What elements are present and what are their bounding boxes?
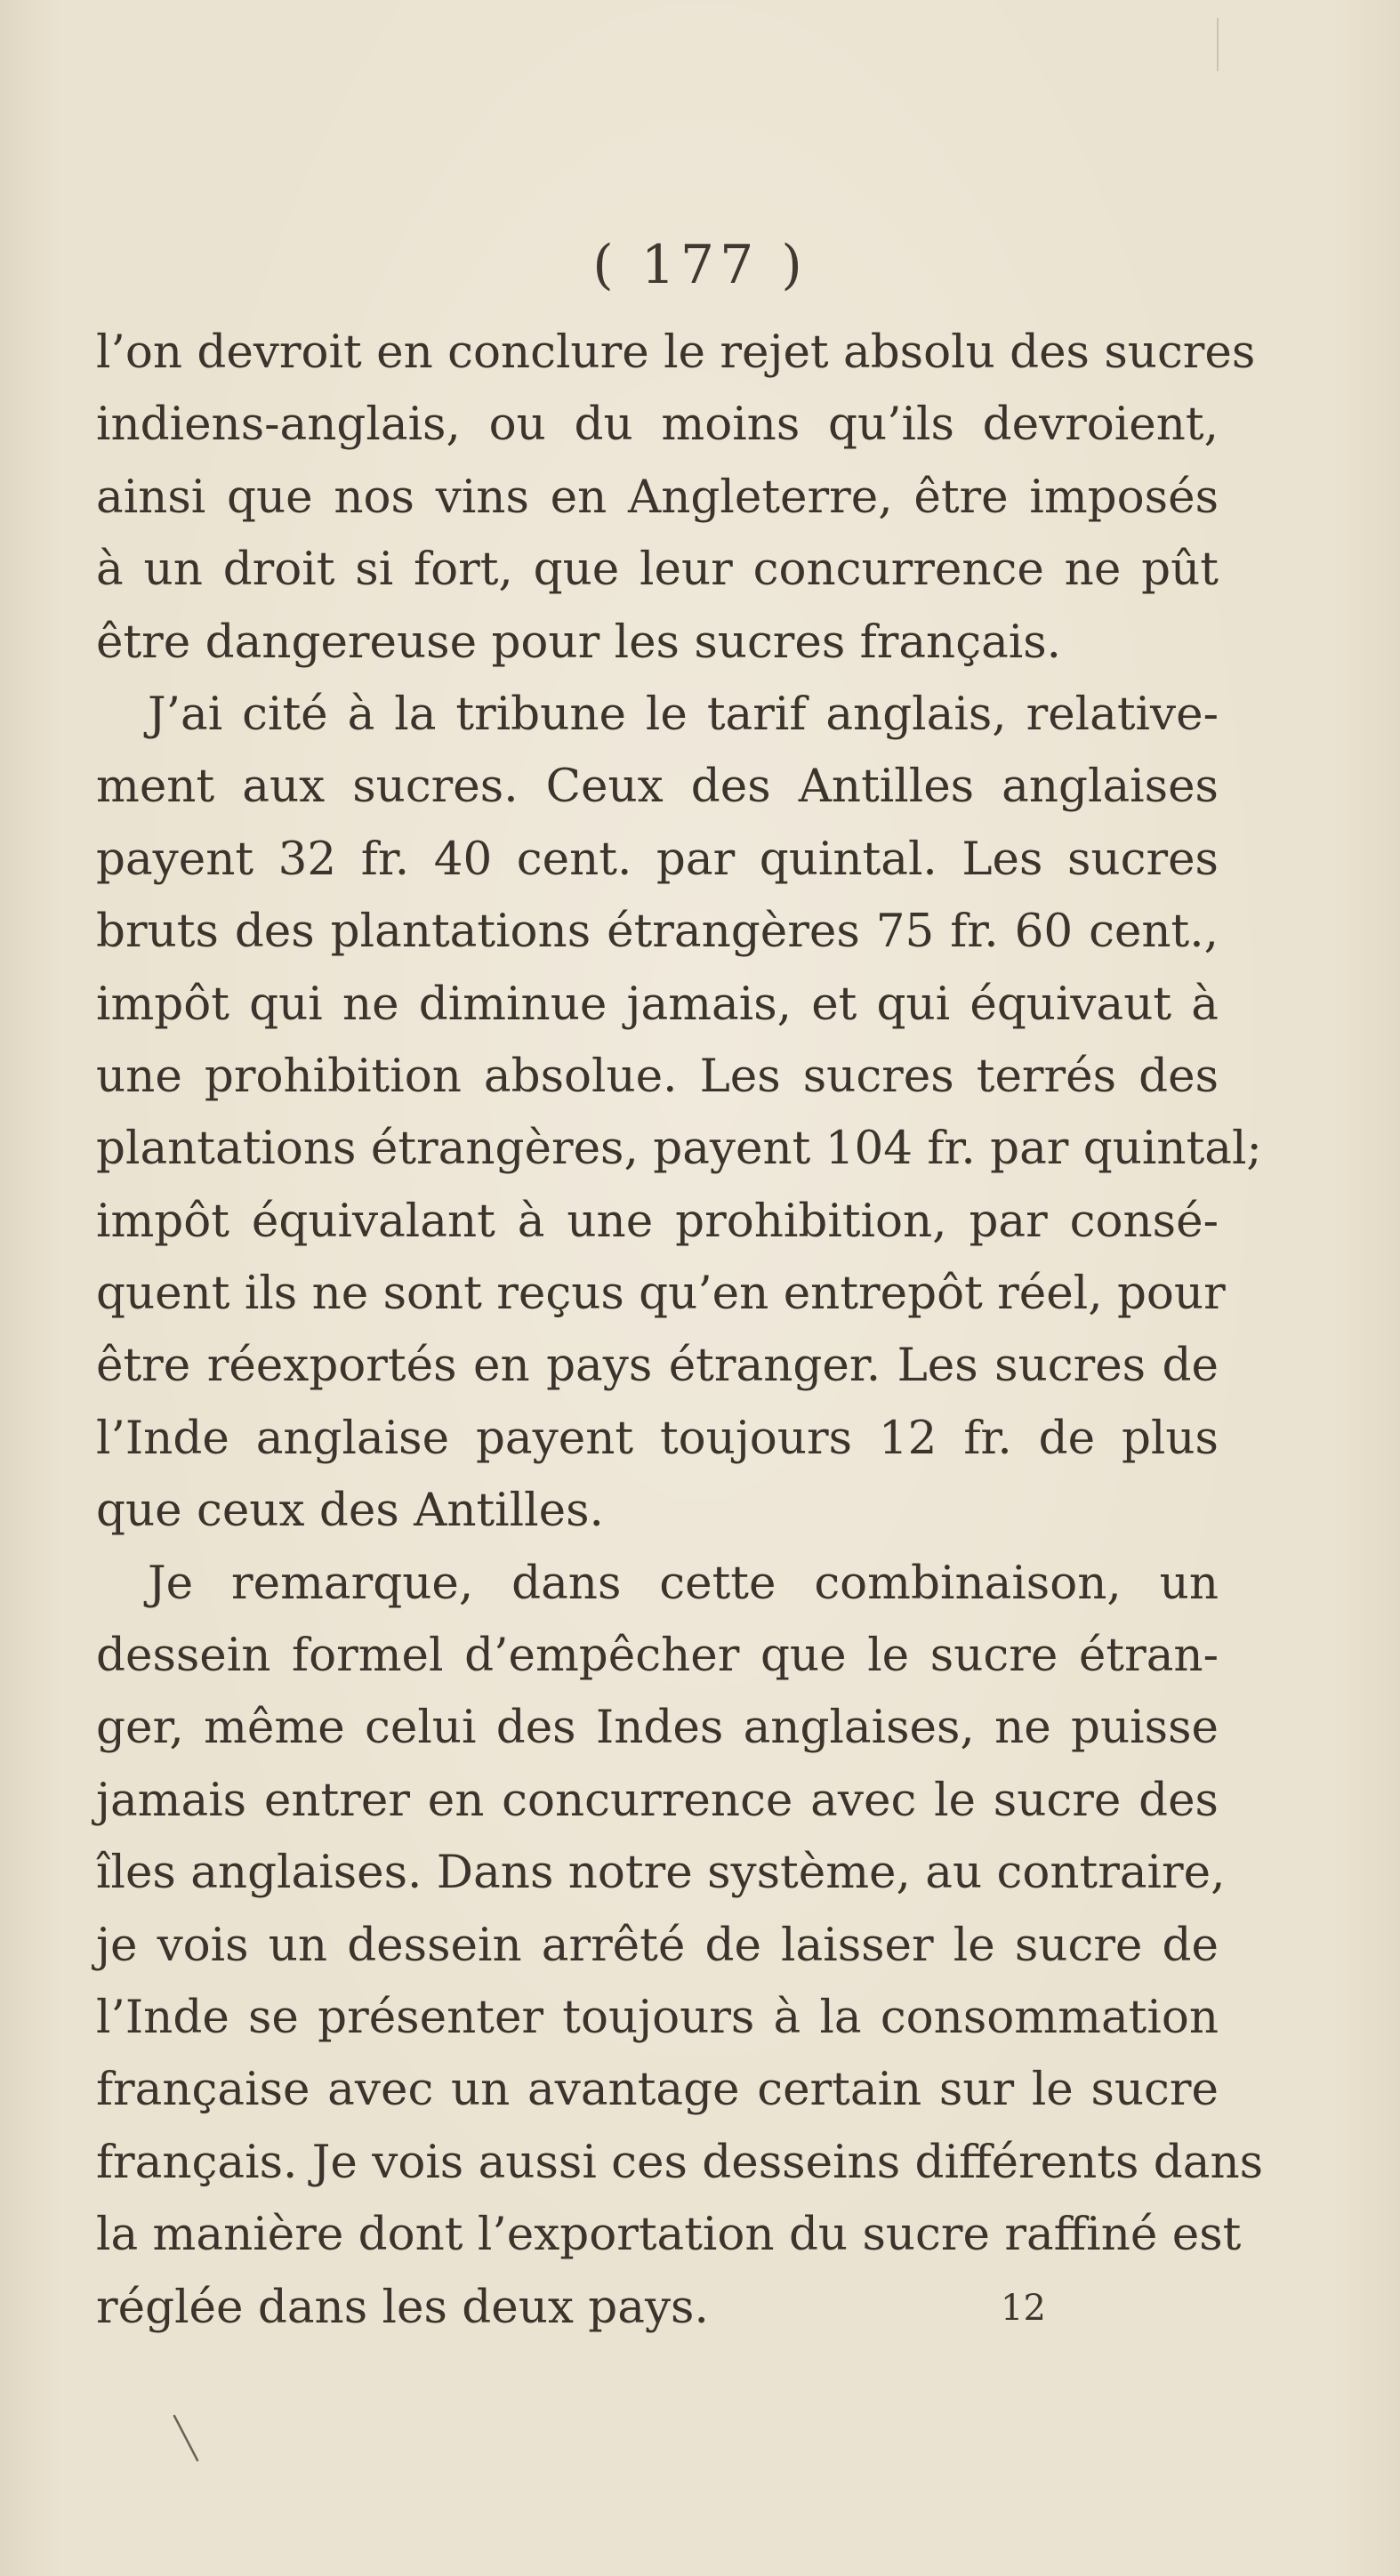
text-line: à un droit si fort, que leur concurrence ne pût: [96, 543, 1219, 597]
text-line: que ceux des Antilles.: [96, 1484, 604, 1538]
text-line: une prohibition absolue. Les sucres terrés des: [96, 1049, 1219, 1103]
text-line: jamais entrer en concurrence avec le sucre des: [96, 1773, 1219, 1827]
text-line: payent 32 fr. 40 cent. par quintal. Les sucres: [96, 832, 1219, 886]
text-line: réglée dans les deux pays.: [96, 2280, 709, 2334]
text-line: être dangereuse pour les sucres français.: [96, 615, 1062, 669]
pen-stroke-mark: [171, 2412, 206, 2466]
page-edge-mark: [1217, 18, 1219, 71]
text-line: bruts des plantations étrangères 75 fr. 60 cent.,: [96, 905, 1219, 959]
text-line: quent ils ne sont reçus qu’en entrepôt réel, pour: [96, 1267, 1226, 1321]
text-line: français. Je vois aussi ces desseins différents dans: [96, 2135, 1264, 2189]
text-line: indiens-anglais, ou du moins qu’ils devroient,: [96, 398, 1219, 452]
signature-mark: 12: [1001, 2288, 1046, 2329]
text-line: dessein formel d’empêcher que le sucre étran-: [96, 1629, 1219, 1683]
text-line: être réexportés en pays étranger. Les sucres de: [96, 1339, 1219, 1393]
text-line: l’Inde se présenter toujours à la consommation: [96, 1990, 1219, 2044]
text-line: J’ai cité à la tribune le tarif anglais, relative-: [148, 687, 1219, 741]
page-body-text: [96, 317, 1264, 2344]
text-line: ainsi que nos vins en Angleterre, être imposés: [96, 470, 1219, 524]
text-line: Je remarque, dans cette combinaison, un: [148, 1556, 1219, 1610]
text-line: l’Inde anglaise payent toujours 12 fr. de plus: [96, 1411, 1219, 1465]
text-line: îles anglaises. Dans notre système, au contraire,: [96, 1846, 1226, 1900]
text-line: la manière dont l’exportation du sucre raffiné est: [96, 2208, 1242, 2262]
text-line: plantations étrangères, payent 104 fr. par quintal;: [96, 1122, 1262, 1176]
text-line: l’on devroit en conclure le rejet absolu des sucres: [96, 326, 1256, 379]
text-line: impôt qui ne diminue jamais, et qui équivaut à: [96, 977, 1219, 1031]
text-line: ment aux sucres. Ceux des Antilles anglaises: [96, 760, 1219, 814]
text-line: impôt équivalant à une prohibition, par consé-: [96, 1194, 1219, 1248]
text-line: française avec un avantage certain sur le sucre: [96, 2063, 1219, 2117]
page-number-header: ( 177 ): [592, 234, 808, 296]
text-line: ger, même celui des Indes anglaises, ne puisse: [96, 1701, 1219, 1755]
text-line: je vois un dessein arrêté de laisser le sucre de: [96, 1918, 1219, 1972]
